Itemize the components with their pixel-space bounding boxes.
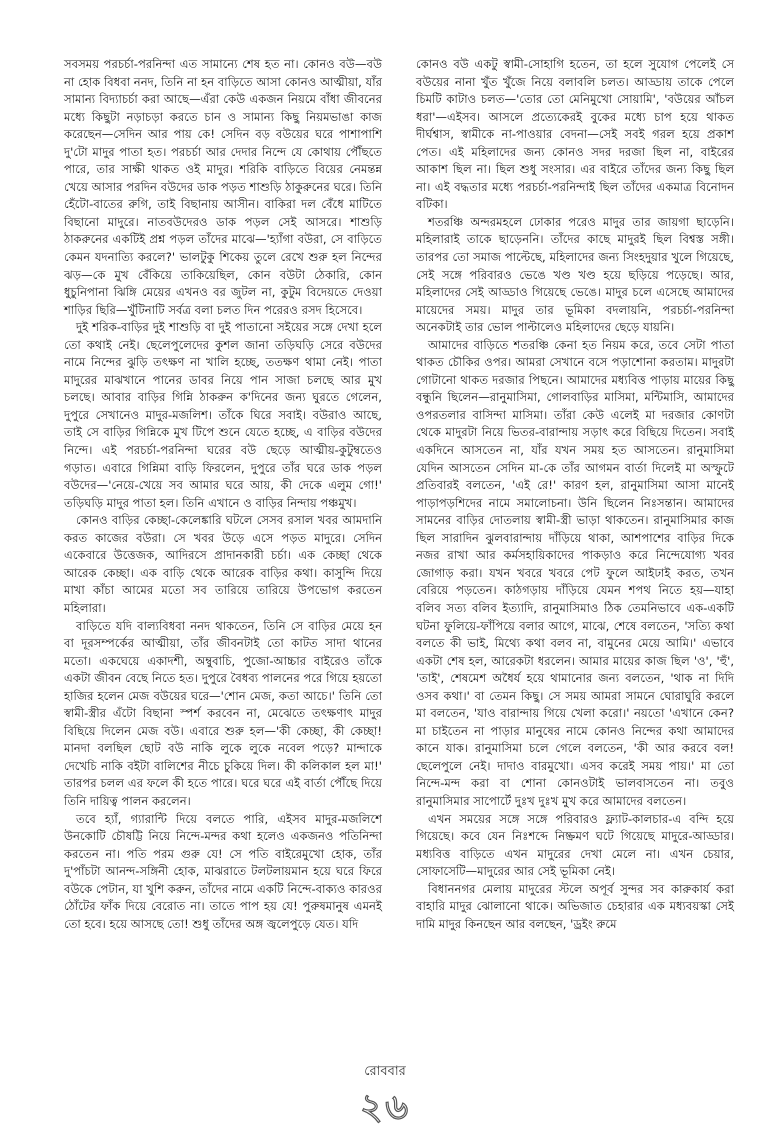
page-number: ২৬ [359,1087,411,1128]
paragraph: আমাদের বাড়িতে শতরঞ্চি কেনা হত নিয়ম করে, তবে সেটা পাতা থাকত চৌকির ওপর। আমরা সেখানে বসে পড়াশোনা করতাম। মাদুরটা গোটানো থাকত দরজার পিছনে। আমাদের মধ্যবিত্ত পাড়ায় মায়ের কিছু বন্ধুনি ছিলেন—রানুমাসিমা, গোলবাড়ির মাসিমা, মন্টিমাসি, আমাদের ওপরতলার বাসিন্দা মাসিমা। তাঁরা কেউ এলেই মা দরজার কোণটা থেকে মাদুরটা নিয়ে ভিতর-বারান্দায় সড়াৎ করে বিছিয়ে দিতেন। সবাই একদিনে আসতেন না, যাঁর যখন সময় হত আসতেন। রানুমাসিমা যেদিন আসতেন সেদিন মা-কে তাঁর আগমন বার্তা দিলেই মা অস্ফুটে প্রতিবারই বলতেন, 'এই রে!' কারণ হল, রানুমাসিমা আসা মানেই পাড়াপড়শিদের নামে সমালোচনা। উনি ছিলেন নিঃসন্তান। আমাদের সামনের বাড়ির দোতলায় স্বামী-স্ত্রী ভাড়া থাকতেন। রানুমাসিমার কাজ ছিল সারাদিন ঝুলবারান্দায় দাঁড়িয়ে থাকা, আশপাশের বাড়ির দিকে নজর রাখা আর কর্মসহায়িকাদের পাকড়াও করে নিন্দেযোগ্য খবর জোগাড় করা। যখন খবরে খবরে পেট ফুলে আইঢাই করত, তখন বেরিয়ে পড়তেন। কাঠগড়ায় দাঁড়িয়ে যেমন শপথ নিতে হয়—যাহা বলিব সত্য বলিব ইত্যাদি, রানুমাসিমাও ঠিক তেমনিভাবে এক-একটি ঘটনা ফুলিয়ে-ফাঁপিয়ে বলার আগে, মাঝে, শেষে বলতেন, 'সত্যি কথা বলতে কী ভাই, মিথ্যে কথা বলব না, বামুনের মেয়ে আমি।' এভাবে একটা শেষ হল, আরেকটা ধরলেন। আমার মায়ের কাজ ছিল 'ও', 'হুঁ', 'তাই', শেষমেশ অধৈর্য হয়ে থামানোর জন্য বলতেন, 'থাক না দিদি ওসব কথা।' বা তেমন কিছু। সে সময় আমরা সামনে ঘোরাঘুরি করলে মা বলতেন, 'যাও বারান্দায় গিয়ে খেলা করো।' নয়তো 'এখানে কেন? মা চাইতেন না পাড়ার মানুষের নামে কোনও নিন্দের কথা আমাদের কানে যাক। রানুমাসিমা চলে গেলে বলতেন, 'কী আর করবে বল! ছেলেপুলে নেই। দাদাও বারমুখো। এসব করেই সময় পায়।' মা তো নিন্দে-মন্দ করা বা শোনা কোনওটাই ভালবাসতেন না। তবুও রানুমাসিমার সাপোর্টে দুঃখ দুঃখ মুখ করে আমাদের বলতেন। [416,337,734,808]
paragraph: কোনও বাড়ির কেচ্ছা-কেলেঙ্কারি ঘটলে সেসব রসাল খবর আমদানি করত কাজের বউরা। সে খবর উড়ে এসে পড়ত মাদুরে। সেদিন একেবারে উত্তেজক, আদিরসে প্রাদানকারী চর্চা। এক কেচ্ছা থেকে আরেক কেচ্ছা। এক বাড়ি থেকে আরেক বাড়ির কথা। কাসুন্দি দিয়ে মাখা কাঁচা আমের মতো সব তারিয়ে তারিয়ে উপভোগ করতেন মহিলারা। [64,513,382,615]
article-column-right [416,56,734,933]
magazine-name: রোববার [364,1064,406,1079]
paragraph: শতরঞ্চি অন্দরমহলে ঢোকার পরেও মাদুর তার জায়গা ছাড়েনি। মহিলারাই তাকে ছাড়েননি। তাঁদের কাছে মাদুরই ছিল বিশ্বস্ত সঙ্গী। তারপর তো সমাজ পাল্টেছে, মহিলাদের জন্য সিংহদুয়ার খুলে গিয়েছে, সেই সঙ্গে পরিবারও ভেঙে খণ্ড খণ্ড হয়ে ছড়িয়ে পড়েছে। আর, মহিলাদের সেই আড্ডাও গিয়েছে ভেঙে। মাদুর চলে এসেছে আমাদের মায়েদের সময়। মাদুর তার ভূমিকা বদলায়নি, পরচর্চা-পরনিন্দা অনেকটাই তার ভোল পাল্টালেও মহিলাদের ছেড়ে যায়নি। [416,214,734,335]
paragraph: বিধাননগর মেলায় মাদুরের স্টলে অপূর্ব সুন্দর সব কারুকার্য করা বাহারি মাদুর ঝোলানো থাকে। অভিজাত চেহারার এক মধ্যবয়স্কা সেই দামি মাদুর কিনছেন আর বলছেন, 'ড্রইং রুমে [416,881,734,931]
paragraph: সবসময় পরচর্চা-পরনিন্দা এত সামান্যে শেষ হত না। কোনও বউ—বউ না হোক বিধবা ননদ, তিনি না হন বাড়িতে আসা কোনও আত্মীয়া, যাঁর সামান্য বিদ্যাচর্চা করা আছে—এঁরা কেউ একজন নিয়মে বাঁধা জীবনের মধ্যে কিছুটা নড়াচড়া করতে চান ও সামান্য কিছু নিয়মভাঙা কাজ করেছেন—সেদিন আর পায় কে! সেদিন বড় বউয়ের ঘরে পাশাপাশি দু'টো মাদুর পাতা হত। পরচর্চা আর দেদার নিন্দে যে কোথায় পৌঁছতে পারে, তার সাক্ষী থাকত ওই মাদুর। শরিকি বাড়িতে বিয়ের নেমন্তন্ন খেয়ে আসার পরদিন বউদের ডাক পড়ত শাশুড়ি ঠাকুরুনের ঘরে। তিনি হেঁটো-বাতের রুগি, তাই বিছানায় আসীন। বাকিরা দল বেঁধে মাটিতে বিছানো মাদুরে। নাতবউদেরও ডাক পড়ল সেই আসরে। শাশুড়ি ঠাকরুনের একটিই প্রশ্ন পড়ল তাঁদের মাঝে—'হ্যাঁগা বউরা, সে বাড়িতে কেমন যদনাত্যি করলে?' ভালটুকু শিকেয় তুলে রেখে শুরু হল নিন্দের ঝড়—কে মুখ বেঁকিয়ে তাকিয়েছিল, কোন বউটা ঠেকারি, কোন ধুচুনিপানা ঝিঙ্গি মেয়ের এখনও বর জুটল না, কুটুম বিদেয়তে দেওয়া শাড়ির ছিরি—খুঁটিনাটি সর্বত্র বলা চলত দিন পরেরও রসদ হিসেবে। [64,57,382,317]
article-column-left [64,56,382,933]
paragraph: দুই শরিক-বাড়ির দুই শাশুড়ি বা দুই পাতানো সইয়ের সঙ্গে দেখা হলে তো কথাই নেই। ছেলেপুলেদের কুশল জানা তড়িঘড়ি সেরে বউদের নামে নিন্দের ঝুড়ি তৎক্ষণ না খালি হচ্ছে, ততক্ষণ থামা নেই। পাতা মাদুরের মাঝখানে পানের ডাবর নিয়ে পান সাজা চলছে আর মুখ চলছে। আবার বাড়ির গিন্নি ঠাকরুন ক'দিনের জন্য ঘুরতে গেলেন, দুপুরে সেখানেও মাদুর-মজলিশ। তাঁকে ঘিরে সবাই। বউরাও আছে, তাই সে বাড়ির গিন্নিকে মুখ টিপে শুনে যেতে হচ্ছে, এ বাড়ির বউদের নিন্দে। এই পরচর্চা-পরনিন্দা ঘরের বউ ছেড়ে আত্মীয়-কুটুম্বতেও গড়াত। এবারে গিন্নিমা বাড়ি ফিরলেন, দুপুরে তাঁর ঘরে ডাক পড়ল বউদের—'নেয়ে-খেয়ে সব আমার ঘরে আয়, কী দেকে এলুম গো!' তড়িঘড়ি মাদুর পাতা হল। তিনি এখানে ও বাড়ির নিন্দায় পঞ্চমুখ। [64,320,382,510]
paragraph: কোনও বউ একটু স্বামী-সোহাগি হতেন, তা হলে সুযোগ পেলেই সে বউয়ের নানা খুঁত খুঁজে নিয়ে বলাবলি চলত। আড্ডায় তাকে পেলে চিমটি কাটাও চলত—'তোর তো মেনিমুখো সোয়ামি', 'বউয়ের আঁচল ধরা'—এইসব। আসলে প্রত্যেকেরই বুকের মধ্যে চাপ হয়ে থাকত দীর্ঘশ্বাস, স্বামীকে না-পাওয়ার বেদনা—সেই সবই গরল হয়ে প্রকাশ পেত। এই মহিলাদের জন্য কোনও সদর দরজা ছিল না, বাইরের আকাশ ছিল না। ছিল শুধু সংসার। এর বাইরে তাঁদের জন্য কিছু ছিল না। এই বদ্ধতার মধ্যে পরচর্চা-পরনিন্দাই ছিল তাঁদের একমাত্র বিনোদন বটিকা। [416,57,734,212]
paragraph: এখন সময়ের সঙ্গে সঙ্গে পরিবারও ফ্ল্যাট-কালচার-এ বন্দি হয়ে গিয়েছে। কবে যেন নিঃশব্দে নিষ্ক্রমণ ঘটে গিয়েছে মাদুরে-আড্ডার। মধ্যবিত্ত বাড়িতে এখন মাদুরের দেখা মেলে না। এখন চেয়ার, সোফাসেটি—মাদুরের আর সেই ভূমিকা নেই। [416,811,734,879]
paragraph: বাড়িতে যদি বাল্যবিধবা ননদ থাকতেন, তিনি সে বাড়ির মেয়ে হন বা দূরসম্পর্কের আত্মীয়া, তাঁর জীবনটাই তো কাটত সাদা থানের মতো। একঘেয়ে একাদশী, অম্বুবাচি, পুজো-আচ্চার বাইরেও তাঁকে একটা জীবন বেছে নিতে হত। দুপুরে বৈধব্য পালনের পরে গিয়ে হয়তো হাজির হলেন মেজ বউয়ের ঘরে—'শোন মেজ, কতা আচে।' তিনি তো স্বামী-স্ত্রীর এঁটো বিছানা স্পর্শ করবেন না, মেঝেতে তৎক্ষণাৎ মাদুর বিছিয়ে দিলেন মেজ বউ। এবারে শুরু হল—'কী কেচ্ছা, কী কেচ্ছা! মানদা বলছিল ছোট বউ নাকি লুকে লুকে নবেল পড়ে? মান্দাকে দেখেচি নাকি বইটা বালিশের নীচে চুকিয়ে দিল। কী কলিকাল হল মা!' তারপর চলল এর ফলে কী হতে পারে। ঘরে ঘরে এই বার্তা পৌঁছে দিয়ে তিনি দায়িত্ব পালন করলেন। [64,618,382,808]
paragraph: তবে হ্যাঁ, গ্যারান্টি দিয়ে বলতে পারি, এইসব মাদুর-মজলিশে উনকোটি চৌষট্টি নিয়ে নিন্দে-মন্দর কথা হলেও একজনও পতিনিন্দা করতেন না। পতি পরম গুরু যে! সে পতি বাইরেমুখো হোক, তাঁর দু'পাঁচটা আনন্দ-সঙ্গিনী হোক, মাঝরাতে টলটলায়মান হয়ে ঘরে ফিরে বউকে পেটান, যা খুশি করুন, তাঁদের নামে একটি নিন্দে-বাক্যও কারওর ঠোঁটের ফাঁক দিয়ে বেরোত না। তাতে পাপ হয় যে! পুরুষমানুষ এমনই তো হবে। হয়ে আসছে তো! শুধু তাঁদের অঙ্গ জ্বলেপুড়ে যেত। যদি [64,811,382,931]
